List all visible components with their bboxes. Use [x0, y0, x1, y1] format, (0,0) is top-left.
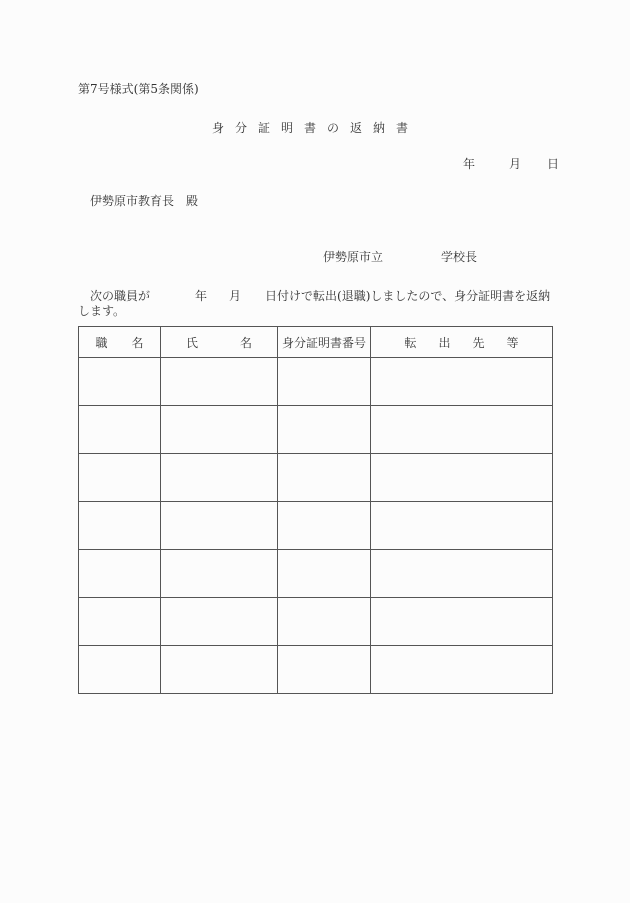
cell-job-title[interactable]: [79, 358, 161, 406]
document-title: [212, 119, 419, 136]
cell-name[interactable]: [161, 454, 278, 502]
date-year-label: 年: [463, 157, 476, 171]
cell-id-number[interactable]: [278, 550, 371, 598]
cell-name[interactable]: [161, 502, 278, 550]
title-char: の: [327, 121, 340, 135]
cell-id-number[interactable]: [278, 502, 371, 550]
cell-destination[interactable]: [371, 406, 553, 454]
cell-name[interactable]: [161, 406, 278, 454]
cell-name[interactable]: [161, 646, 278, 694]
cell-job-title[interactable]: [79, 550, 161, 598]
table-row: [79, 358, 553, 406]
cell-destination[interactable]: [371, 646, 553, 694]
date-day-label: 日: [547, 157, 560, 171]
title-char: 分: [235, 121, 248, 135]
table-row: [79, 646, 553, 694]
cell-destination[interactable]: [371, 454, 553, 502]
date-line: [463, 155, 559, 172]
sender-suffix: 学校長: [441, 250, 478, 264]
table-row: [79, 550, 553, 598]
addressee: 伊勢原市教育長 殿: [90, 194, 199, 208]
form-number: 第7号様式(第5条関係): [78, 82, 199, 96]
sender-prefix: 伊勢原市立: [323, 250, 384, 264]
date-month-label: 月: [509, 157, 522, 171]
cell-id-number[interactable]: [278, 646, 371, 694]
cell-job-title[interactable]: [79, 502, 161, 550]
body-text-line-2: します。: [78, 304, 126, 318]
title-char: 身: [212, 121, 225, 135]
body-year-label: 年: [195, 289, 208, 303]
cell-destination[interactable]: [371, 358, 553, 406]
cell-id-number[interactable]: [278, 358, 371, 406]
header-id-number: 身分証明書番号: [278, 327, 371, 358]
body-part1: 次の職員が: [90, 289, 151, 303]
table-row: [79, 598, 553, 646]
title-char: 明: [281, 121, 294, 135]
cell-name[interactable]: [161, 550, 278, 598]
table-header-row: [79, 327, 553, 358]
body-part2: 日付けで転出(退職)しましたので、身分証明書を返納: [265, 289, 551, 303]
cell-id-number[interactable]: [278, 454, 371, 502]
sender-line: [323, 248, 477, 265]
cell-job-title[interactable]: [79, 454, 161, 502]
title-char: 書: [304, 121, 317, 135]
cell-job-title[interactable]: [79, 406, 161, 454]
title-char: 納: [373, 121, 386, 135]
title-char: 書: [396, 121, 409, 135]
table-row: [79, 406, 553, 454]
table-row: [79, 502, 553, 550]
return-table: [78, 326, 553, 694]
body-month-label: 月: [229, 289, 242, 303]
cell-id-number[interactable]: [278, 406, 371, 454]
cell-destination[interactable]: [371, 502, 553, 550]
cell-job-title[interactable]: [79, 598, 161, 646]
cell-destination[interactable]: [371, 598, 553, 646]
title-char: 証: [258, 121, 271, 135]
cell-destination[interactable]: [371, 550, 553, 598]
cell-name[interactable]: [161, 358, 278, 406]
table-row: [79, 454, 553, 502]
cell-job-title[interactable]: [79, 646, 161, 694]
cell-id-number[interactable]: [278, 598, 371, 646]
body-text-line-1: [90, 287, 550, 304]
header-job-title: 職 名: [79, 327, 161, 358]
header-destination: 転 出 先 等: [371, 327, 553, 358]
header-name: 氏 名: [161, 327, 278, 358]
title-char: 返: [350, 121, 363, 135]
cell-name[interactable]: [161, 598, 278, 646]
